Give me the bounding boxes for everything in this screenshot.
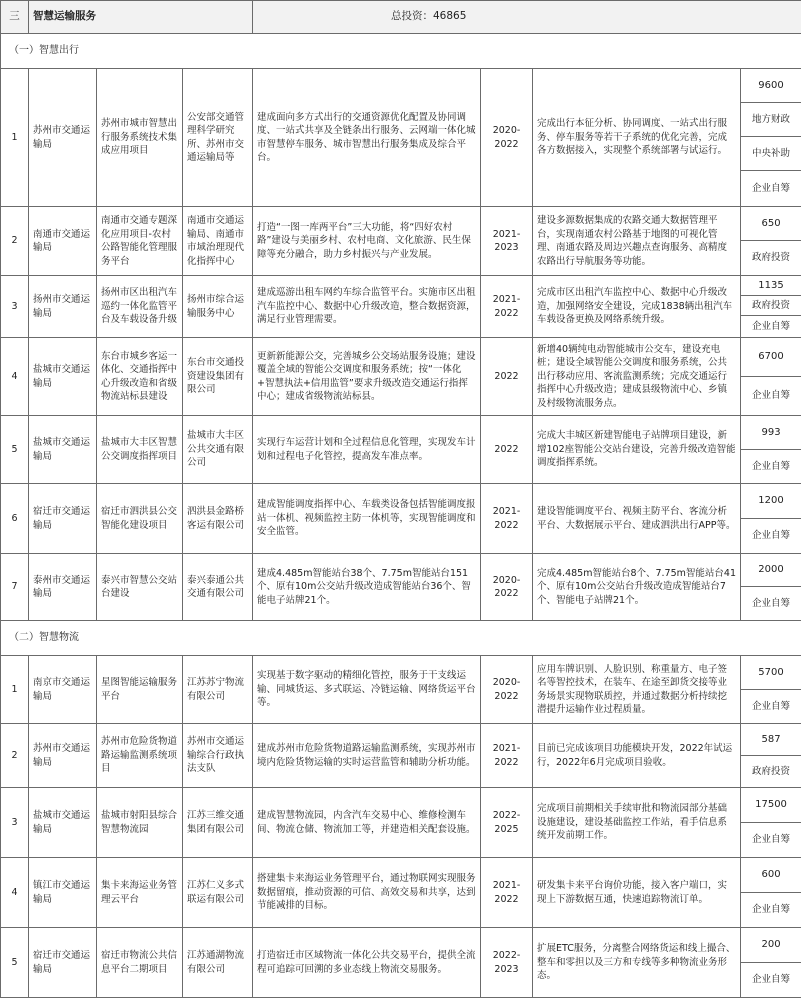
row-content: 搭建集卡来海运业务管理平台，通过物联网实现服务数据留痕，推动资源的可信、高效交易和共享，达到节能减排的目标。: [253, 858, 481, 928]
section-title: （一）智慧出行: [1, 34, 801, 69]
row-target: 研发集卡来平台询价功能，接入客户端口，实现上下游数据互通，快速追踪物流订单。: [533, 858, 741, 928]
row-funding-source: 企业自筹: [741, 963, 801, 998]
row-years: 2020-2022: [481, 656, 533, 724]
row-target: 完成4.485m智能站台8个、7.75m智能站台41个、原有10m公交站台升级改造成智能站台7个、智能电子站牌21个。: [533, 554, 741, 621]
row-unit: 盐城市交通运输局: [29, 338, 97, 416]
row-funding-source: 企业自筹: [741, 171, 801, 207]
row-funding-source: 政府投资: [741, 296, 801, 316]
row-amount: 993: [741, 416, 801, 450]
row-years: 2021-2022: [481, 724, 533, 788]
row-funding-source: 企业自筹: [741, 450, 801, 484]
row-number: 3: [1, 276, 29, 338]
table-row: [1, 416, 801, 450]
row-unit: 镇江市交通运输局: [29, 858, 97, 928]
row-content: 建成苏州市危险货物道路运输监测系统，实现苏州市境内危险货物运输的实时运营监管和辅助分析功能。: [253, 724, 481, 788]
row-unit: 盐城市交通运输局: [29, 788, 97, 858]
row-unit: 南京市交通运输局: [29, 656, 97, 724]
row-target: 扩展ETC服务，分离整合网络货运和线上撮合、整车和零担以及三方和专线等多种物流业务形态。: [533, 928, 741, 998]
row-target: 完成市区出租汽车监控中心、数据中心升级改造，加强网络安全建设，完成1838辆出租汽车车载设备更换及网络系统升级。: [533, 276, 741, 338]
row-project-name: 东台市城乡客运一体化、交通指挥中心升级改造和省级物流站标县建设: [97, 338, 183, 416]
row-project-name: 集卡来海运业务管理云平台: [97, 858, 183, 928]
row-years: 2021-2022: [481, 858, 533, 928]
row-years: 2020-2022: [481, 554, 533, 621]
section-title: （二）智慧物流: [1, 621, 801, 656]
row-target: 完成出行本征分析、协同调度、一站式出行服务、停车服务等若干子系统的优化完善，完成各方数据接入，实现整个系统部署与试运行。: [533, 69, 741, 207]
row-unit: 宿迁市交通运输局: [29, 484, 97, 554]
row-project-name: 苏州市危险货物道路运输监测系统项目: [97, 724, 183, 788]
row-number: 5: [1, 928, 29, 998]
row-organization: 东台市交通投资建设集团有限公司: [183, 338, 253, 416]
row-content: 建成4.485m智能站台38个、7.75m智能站台151个、原有10m公交站升级改造成智能站台36个、智能电子站牌21个。: [253, 554, 481, 621]
row-project-name: 盐城市射阳县综合智慧物流园: [97, 788, 183, 858]
row-project-name: 星图智能运输服务平台: [97, 656, 183, 724]
row-content: 建成智慧物流园，内含汽车交易中心、维修检测车间、物流仓储、物流加工等，并建造相关配套设施。: [253, 788, 481, 858]
row-funding-source: 企业自筹: [741, 519, 801, 554]
table-row: [1, 928, 801, 963]
row-years: 2022: [481, 338, 533, 416]
section-header-row: [1, 621, 801, 656]
row-organization: 江苏苏宁物流有限公司: [183, 656, 253, 724]
table-row: [1, 484, 801, 519]
row-content: 打造宿迁市区域物流一体化公共交易平台，提供全流程可追踪可回溯的多业态线上物流交易服务。: [253, 928, 481, 998]
row-target: 目前已完成该项目功能模块开发，2022年试运行，2022年6月完成项目验收。: [533, 724, 741, 788]
table-row: [1, 656, 801, 690]
row-unit: 盐城市交通运输局: [29, 416, 97, 484]
row-amount: 6700: [741, 338, 801, 377]
header-title: 智慧运输服务: [29, 1, 253, 34]
row-amount: 5700: [741, 656, 801, 690]
row-funding-source: 政府投资: [741, 756, 801, 788]
row-years: 2022: [481, 416, 533, 484]
row-target: 建设智能调度平台、视频主防平台、客流分析平台、大数据展示平台、建成泗洪出行APP等。: [533, 484, 741, 554]
row-number: 3: [1, 788, 29, 858]
row-unit: 宿迁市交通运输局: [29, 928, 97, 998]
row-years: 2021-2022: [481, 484, 533, 554]
row-number: 2: [1, 207, 29, 276]
row-target: 应用车牌识别、人脸识别、称重量方、电子签名等智控技术，在装车、在途至卸货交接等业务场景实现物联质控，并通过数据分析持续挖潜提升运输作业过程质量。: [533, 656, 741, 724]
header-index: 三: [1, 1, 29, 34]
row-years: 2022-2025: [481, 788, 533, 858]
row-amount: 600: [741, 858, 801, 893]
row-amount: 17500: [741, 788, 801, 823]
row-amount: 1135: [741, 276, 801, 296]
row-years: 2021-2023: [481, 207, 533, 276]
row-years: 2021-2022: [481, 276, 533, 338]
table-row: [1, 338, 801, 377]
row-organization: 泰兴泰通公共交通有限公司: [183, 554, 253, 621]
row-number: 2: [1, 724, 29, 788]
row-project-name: 宿迁市泗洪县公交智能化建设项目: [97, 484, 183, 554]
row-amount: 650: [741, 207, 801, 241]
row-number: 7: [1, 554, 29, 621]
row-organization: 盐城市大丰区公共交通有限公司: [183, 416, 253, 484]
row-content: 建成智能调度指挥中心、车载类设备包括智能调度报站一体机、视频监控主防一体机等，实现智能调度和安全监管。: [253, 484, 481, 554]
row-project-name: 扬州市区出租汽车巡约一体化监管平台及车载设备升级: [97, 276, 183, 338]
row-content: 实现行车运营计划和全过程信息化管理，实现发车计划和过程电子化管控，提高发车准点率。: [253, 416, 481, 484]
row-target: 新增40辆纯电动智能城市公交车，建设充电桩；建设全域智能公交调度和服务系统，公共出行移动应用、客流监测系统；完成交通运行指挥中心升级改造；建成县级物流中心、乡镇及村级物流服务点。: [533, 338, 741, 416]
row-content: 建成巡游出租车网约车综合监管平台。实施市区出租汽车监控中心、数据中心升级改造，整合数据资源，满足行业管理需要。: [253, 276, 481, 338]
table-row: [1, 207, 801, 241]
row-project-name: 宿迁市物流公共信息平台二期项目: [97, 928, 183, 998]
row-funding-source: 企业自筹: [741, 316, 801, 338]
row-organization: 公安部交通管理科学研究所、苏州市交通运输局等: [183, 69, 253, 207]
row-organization: 江苏三维交通集团有限公司: [183, 788, 253, 858]
table-row: [1, 724, 801, 756]
row-project-name: 苏州市城市智慧出行服务系统技术集成应用项目: [97, 69, 183, 207]
table-header-row: [1, 1, 801, 34]
row-amount: 200: [741, 928, 801, 963]
row-amount: 2000: [741, 554, 801, 587]
row-target: 完成大丰城区新建智能电子站牌项目建设，新增102座智能公交站台建设，完善升级改造智能调度指挥系统。: [533, 416, 741, 484]
row-funding-source: 地方财政: [741, 103, 801, 137]
row-organization: 江苏仁义多式联运有限公司: [183, 858, 253, 928]
row-unit: 扬州市交通运输局: [29, 276, 97, 338]
row-content: 实现基于数字驱动的精细化管控，服务于干支线运输、同城货运、多式联运、冷链运输、网络货运平台等。: [253, 656, 481, 724]
row-project-name: 泰兴市智慧公交站台建设: [97, 554, 183, 621]
row-organization: 扬州市综合运输服务中心: [183, 276, 253, 338]
row-unit: 苏州市交通运输局: [29, 69, 97, 207]
table-row: [1, 276, 801, 296]
row-number: 4: [1, 858, 29, 928]
row-organization: 江苏通湖物流有限公司: [183, 928, 253, 998]
row-organization: 南通市交通运输局、南通市市域治理现代化指挥中心: [183, 207, 253, 276]
table-row: [1, 554, 801, 587]
row-funding-source: 政府投资: [741, 241, 801, 276]
table-row: [1, 788, 801, 823]
row-target: 建设多源数据集成的农路交通大数据管理平台，实现南通农村公路基于地图的可视化管理、南通农路及周边兴趣点查询服务、高精度农路出行导航服务等功能。: [533, 207, 741, 276]
row-funding-source: 企业自筹: [741, 893, 801, 928]
row-organization: 苏州市交通运输综合行政执法支队: [183, 724, 253, 788]
row-content: 打造“一图一库两平台”三大功能，将“四好农村路”建设与美丽乡村、农村电商、文化旅游、民生保障等充分融合，助力乡村振兴与产业发展。: [253, 207, 481, 276]
row-project-name: 盐城市大丰区智慧公交调度指挥项目: [97, 416, 183, 484]
row-amount: 587: [741, 724, 801, 756]
header-total: 总投资：46865: [253, 1, 801, 34]
row-years: 2020-2022: [481, 69, 533, 207]
row-funding-source: 中央补助: [741, 137, 801, 171]
row-target: 完成项目前期相关手续审批和物流园部分基础设施建设，建设基础监控工作站，看手信息系统开发前期工作。: [533, 788, 741, 858]
row-unit: 南通市交通运输局: [29, 207, 97, 276]
row-project-name: 南通市交通专题深化应用项目-农村公路智能化管理服务平台: [97, 207, 183, 276]
row-unit: 苏州市交通运输局: [29, 724, 97, 788]
row-content: 更新新能源公交，完善城乡公交场站服务设施；建设覆盖全域的智能公交调度和服务系统；按“一体化+智慧执法+信用监管”要求升级改造交通运行指挥中心；建成省级物流站标县。: [253, 338, 481, 416]
row-funding-source: 企业自筹: [741, 823, 801, 858]
row-number: 5: [1, 416, 29, 484]
row-number: 1: [1, 656, 29, 724]
row-funding-source: 企业自筹: [741, 377, 801, 416]
row-amount: 9600: [741, 69, 801, 103]
table-row: [1, 858, 801, 893]
row-years: 2022-2023: [481, 928, 533, 998]
row-number: 4: [1, 338, 29, 416]
row-funding-source: 企业自筹: [741, 587, 801, 621]
row-funding-source: 企业自筹: [741, 690, 801, 724]
section-header-row: [1, 34, 801, 69]
row-unit: 泰州市交通运输局: [29, 554, 97, 621]
row-amount: 1200: [741, 484, 801, 519]
row-content: 建成面向多方式出行的交通资源优化配置及协同调度、一站式共享及全链条出行服务、云网端一体化城市智慧停车服务、城市智慧出行服务集成及综合平台。: [253, 69, 481, 207]
row-number: 1: [1, 69, 29, 207]
table-row: [1, 69, 801, 103]
row-number: 6: [1, 484, 29, 554]
row-organization: 泗洪县金路桥客运有限公司: [183, 484, 253, 554]
